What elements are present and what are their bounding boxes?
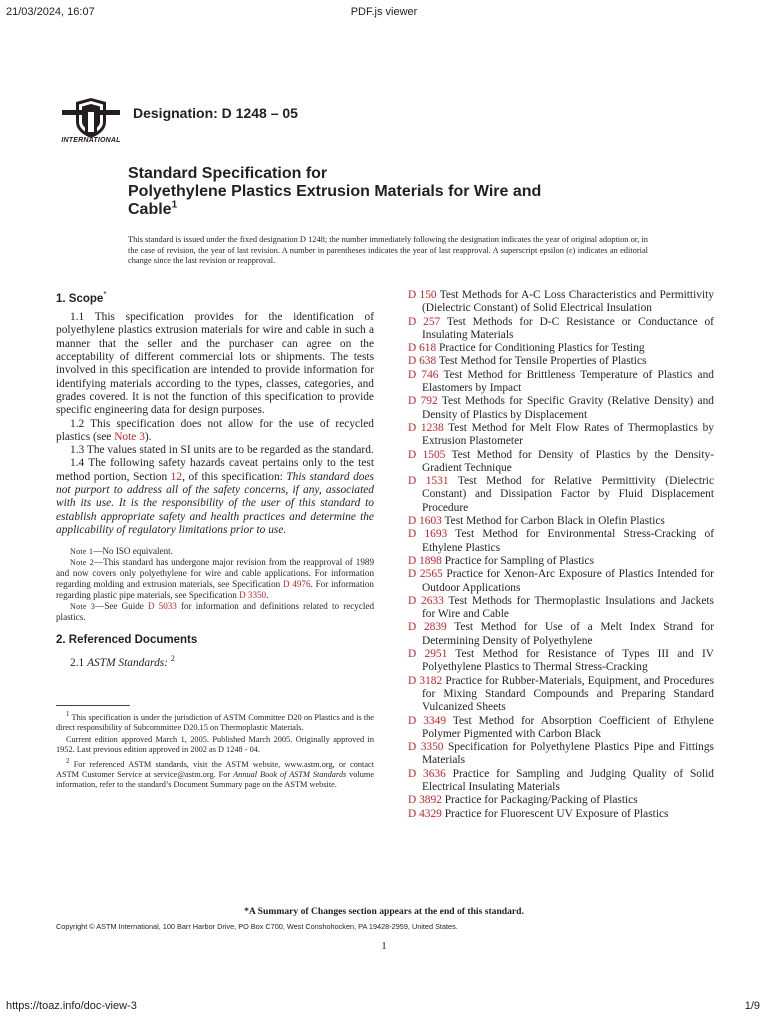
reference-title: Test Method for Relative Permittivity (Dielectric Constant) and Dissipation Factor by Fluid Displacement Procedure xyxy=(422,475,714,514)
reference-title: Practice for Packaging/Packing of Plastics xyxy=(444,794,638,807)
reference-title: Test Method for Tensile Properties of Plastics xyxy=(438,355,647,368)
reference-code-link[interactable]: D 1603 xyxy=(408,515,442,528)
title-footnote-mark: 1 xyxy=(171,199,178,211)
reference-code-link[interactable]: D 2565 xyxy=(408,568,443,581)
reference-title: Practice for Xenon-Arc Exposure of Plastics Intended for Outdoor Applications xyxy=(422,568,714,594)
reference-item xyxy=(408,555,714,568)
d3350-link[interactable]: D 3350 xyxy=(239,590,267,601)
scope-heading-mark: * xyxy=(103,290,107,299)
reference-item xyxy=(408,528,714,555)
reference-code-link[interactable]: D 3636 xyxy=(408,767,446,780)
reference-title: Test Method for Brittleness Temperature of Plastics and Elastomers by Impact xyxy=(422,368,714,395)
reference-title: Practice for Fluorescent UV Exposure of Plastics xyxy=(444,807,669,820)
footnote-1 xyxy=(56,710,374,733)
left-column xyxy=(56,288,374,793)
referenced-documents-heading: 2. Referenced Documents xyxy=(56,634,198,647)
d5033-link[interactable]: D 5033 xyxy=(147,601,177,612)
reference-item xyxy=(408,808,714,821)
reference-title: Practice for Conditioning Plastics for Testing xyxy=(439,342,645,355)
reference-item xyxy=(408,768,714,795)
reference-item xyxy=(408,289,714,316)
reference-item xyxy=(408,369,714,396)
astm-logo-icon xyxy=(60,96,122,140)
refdocs-sub-title: ASTM Standards: xyxy=(87,657,168,670)
reference-title: Test Methods for Specific Gravity (Relative Density) and Density of Plastics by Displacement xyxy=(422,395,714,421)
reference-item xyxy=(408,355,714,368)
note-3 xyxy=(56,601,374,623)
print-page-title: PDF.js viewer xyxy=(350,6,418,18)
section-12-link[interactable]: 12 xyxy=(170,470,183,483)
scope-1-4-text: 1.4 The following safety hazards caveat pertains only to the test method portion, Section xyxy=(56,457,374,483)
reference-item xyxy=(408,422,714,449)
reference-code-link[interactable]: D 4329 xyxy=(408,807,442,820)
note-2 xyxy=(56,557,374,601)
reference-item xyxy=(408,595,714,622)
reference-title: Practice for Rubber-Materials, Equipment, and Procedures for Mixing Standard Compounds and Preparing Standard Vulcanized Sheets xyxy=(422,674,715,714)
reference-title: Test Method for Density of Plastics by the Density-Gradient Technique xyxy=(422,448,715,474)
reference-code-link[interactable]: D 746 xyxy=(408,368,439,381)
reference-item xyxy=(408,449,714,476)
print-url: https://toaz.info/doc-view-3 xyxy=(6,1000,137,1012)
reference-code-link[interactable]: D 150 xyxy=(408,289,437,301)
reference-item xyxy=(408,568,714,595)
logo-international-text: INTERNATIONAL xyxy=(61,137,121,144)
scope-1-2-end: ). xyxy=(144,430,152,443)
footnote-1-text: This specification is under the jurisdiction of ASTM Committee D20 on Plastics and is the direct responsibility of Subcommittee D20.15 on Thermoplastic Materials. xyxy=(56,712,374,732)
scope-1-2 xyxy=(56,418,374,445)
reference-item xyxy=(408,741,714,768)
print-footer xyxy=(0,996,768,1020)
reference-code-link[interactable]: D 1505 xyxy=(408,448,446,461)
safety-caveat: This standard does not purport to address all of the safety concerns, if any, associated with its use. It is the responsibility of the user of this standard to establish appropriate safety and health practices and determine the applicability of regulatory limitations prior to use. xyxy=(56,470,374,536)
document-title xyxy=(128,165,608,219)
title-line-3 xyxy=(128,201,608,219)
reference-item xyxy=(408,316,714,343)
scope-1-4 xyxy=(56,457,374,537)
footnote-2-mark: 2 xyxy=(66,758,70,766)
title-cable: Cable xyxy=(128,201,172,218)
designation: Designation: D 1248 – 05 xyxy=(133,105,298,121)
print-header xyxy=(0,0,768,30)
reference-item xyxy=(408,715,714,742)
title-line-2: Polyethylene Plastics Extrusion Materials for Wire and xyxy=(128,183,542,200)
footnote-1-mark: 1 xyxy=(66,710,70,718)
reference-item xyxy=(408,621,714,648)
refdocs-sub-mark: 2 xyxy=(170,654,175,664)
refdocs-sub-num: 2.1 xyxy=(70,657,88,670)
note-1-label: Note 1 xyxy=(70,547,94,557)
reference-code-link[interactable]: D 1531 xyxy=(408,475,449,488)
reference-item xyxy=(408,395,714,422)
print-datetime: 21/03/2024, 16:07 xyxy=(6,6,95,18)
reference-title: Test Methods for A-C Loss Characteristics and Permittivity (Dielectric Constant) of Solid Electrical Insulation xyxy=(422,289,714,315)
astm-standards-subheading xyxy=(56,652,374,670)
reference-code-link[interactable]: D 2633 xyxy=(408,594,444,607)
reference-list xyxy=(408,289,714,821)
reference-code-link[interactable]: D 792 xyxy=(408,395,438,408)
reference-code-link[interactable]: D 257 xyxy=(408,315,441,328)
footnote-1-edition: Current edition approved March 1, 2005. Published March 2005. Originally approved in 1952. Last previous edition approved in 2002 as D 1248 - 04. xyxy=(56,734,374,754)
note-3-link[interactable]: Note 3 xyxy=(114,430,145,443)
note-1 xyxy=(56,546,374,557)
scope-1-3: 1.3 The values stated in SI units are to be regarded as the standard. xyxy=(70,444,374,457)
print-page-indicator: 1/9 xyxy=(744,1000,760,1012)
reference-code-link[interactable]: D 3349 xyxy=(408,714,447,727)
reference-title: Test Methods for Thermoplastic Insulations and Jackets for Wire and Cable xyxy=(422,594,714,621)
note-2-text-c: . xyxy=(266,590,269,601)
reference-title: Test Method for Resistance of Types III and IV Polyethylene Plastics to Thermal Stress-Cracking xyxy=(422,648,714,674)
reference-title: Specification for Polyethylene Plastics Pipe and Fittings Materials xyxy=(422,741,714,767)
reference-code-link[interactable]: D 3892 xyxy=(408,794,442,807)
reference-title: Test Methods for D-C Resistance or Conductance of Insulating Materials xyxy=(422,315,714,341)
reference-item xyxy=(408,648,714,675)
reference-code-link[interactable]: D 1898 xyxy=(408,554,442,567)
reference-item xyxy=(408,794,714,807)
d4976-link[interactable]: D 4976 xyxy=(282,579,311,590)
reference-title: Practice for Sampling of Plastics xyxy=(444,554,595,567)
footnote-divider xyxy=(56,705,130,706)
scope-1-1: 1.1 This specification provides for the identification of polyethylene plastics extrusion materials for wire and cable in such a manner that the seller and the purchaser can agree on the acceptability of different commercial lots or shipments. The tests involved in this specification are intended to provide information for identifying materials according to the types, classes, categories, and grades covered. It is not the function of this specification to provide specific engineering data for design purposes. xyxy=(56,311,374,417)
note-3-label: Note 3 xyxy=(70,602,96,612)
footnote-2-text-b: volume information, refer to the standard’s Document Summary page on the ASTM website. xyxy=(56,770,375,790)
reference-title: Test Method for Use of a Melt Index Strand for Determining Density of Polyethylene xyxy=(422,621,714,647)
scope-1-4-mid: , of this specification: xyxy=(182,470,287,483)
reference-item xyxy=(408,675,714,715)
footnote-2-italic: Annual Book of ASTM Standards xyxy=(233,770,347,780)
reference-code-link[interactable]: D 618 xyxy=(408,342,437,355)
footnote-2 xyxy=(56,757,374,790)
note-2-text-b: . For information regarding plastic pipe materials, see Specification xyxy=(56,579,374,601)
footnote-2-text: For referenced ASTM standards, visit the ASTM website, www.astm.org, or contact ASTM Customer Service at service@astm.org. For xyxy=(56,759,374,780)
reference-title: Test Method for Absorption Coefficient of Ethylene Polymer Pigmented with Carbon Black xyxy=(422,714,714,740)
note-3-text-b: for information and definitions related to recycled plastics. xyxy=(56,601,374,623)
reference-code-link[interactable]: D 2951 xyxy=(408,648,448,661)
note-2-label: Note 2 xyxy=(70,558,95,568)
issuance-statement: This standard is issued under the fixed designation D 1248; the number immediately following the designation indicates the year of original adoption or, in the case of revision, the year of last revision. A number in parentheses indicates the year of last reapproval. A superscript epsilon (ε) indicates an editorial change since the last revision or reapproval. xyxy=(128,235,648,265)
astm-logo xyxy=(60,96,122,148)
scope-heading xyxy=(56,288,374,306)
reference-item xyxy=(408,515,714,528)
summary-of-changes-note: *A Summary of Changes section appears at the end of this standard. xyxy=(244,906,524,917)
page-number: 1 xyxy=(381,940,387,952)
scope-1-2-text: 1.2 This specification does not allow for the use of recycled plastics (see xyxy=(56,417,374,443)
reference-title: Practice for Sampling and Judging Quality of Solid Electrical Insulating Materials xyxy=(422,767,714,793)
reference-item xyxy=(408,342,714,355)
reference-code-link[interactable]: D 1693 xyxy=(408,528,448,541)
reference-code-link[interactable]: D 1238 xyxy=(408,421,444,434)
reference-title: Test Method for Environmental Stress-Cracking of Ethylene Plastics xyxy=(422,528,714,554)
title-line-1: Standard Specification for xyxy=(128,165,328,182)
scope-heading-text: 1. Scope xyxy=(56,292,104,305)
reference-code-link[interactable]: D 2839 xyxy=(408,621,447,634)
reference-title: Test Method for Carbon Black in Olefin Plastics xyxy=(444,515,665,528)
note-2-text: —This standard has undergone major revision from the reapproval of 1989 and now covers only polyethylene for wire and cable applications. For information regarding molding and extrusion materials, see Specification xyxy=(56,557,374,590)
reference-title: Test Method for Melt Flow Rates of Thermoplastics by Extrusion Plastometer xyxy=(422,421,714,448)
note-1-text: —No ISO equivalent. xyxy=(93,546,173,557)
reference-code-link[interactable]: D 3182 xyxy=(408,674,443,687)
reference-code-link[interactable]: D 638 xyxy=(408,355,437,368)
reference-code-link[interactable]: D 3350 xyxy=(408,741,444,754)
copyright-line: Copyright © ASTM International, 100 Barr Harbor Drive, PO Box C700, West Conshohocken, PA 19428-2959, United States. xyxy=(56,922,458,931)
reference-item xyxy=(408,475,714,515)
note-3-text: —See Guide xyxy=(95,601,148,612)
